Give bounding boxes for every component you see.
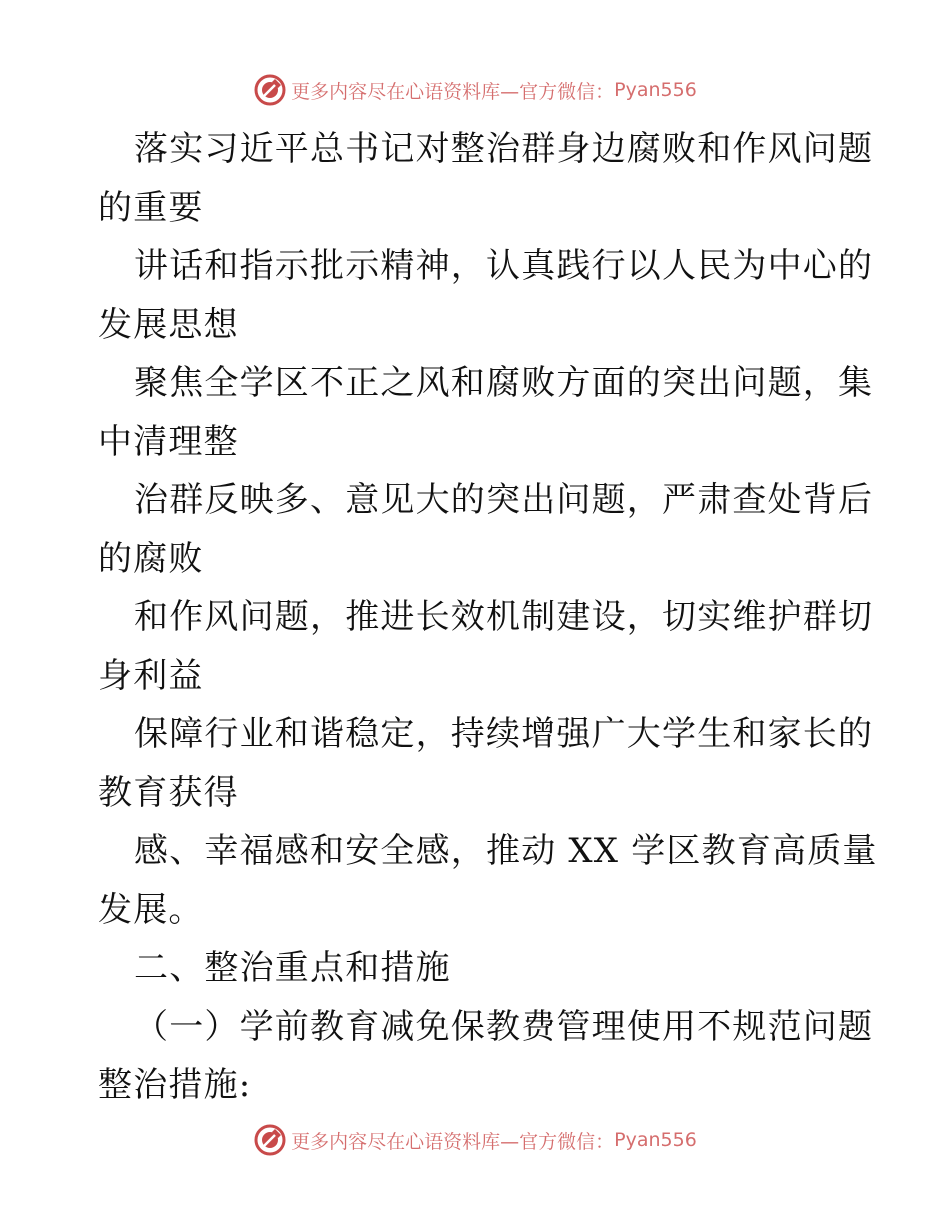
- text-line: 发展思想: [98, 304, 239, 345]
- text-line: 二、整治重点和措施: [134, 948, 451, 988]
- footer-watermark: [0, 1122, 950, 1158]
- header-watermark: [0, 72, 950, 108]
- text-line: 整治措施:: [98, 1065, 252, 1105]
- text-line: 的重要: [98, 187, 204, 228]
- document-body: [98, 120, 878, 1115]
- text-line: 治群反映多、意见大的突出问题，严肃查处背后: [134, 480, 874, 520]
- pen-seal-logo-icon: [253, 73, 287, 107]
- text-line: 教育获得: [98, 772, 239, 813]
- text-line: 的腐败: [98, 538, 204, 579]
- text-line: 聚焦全学区不正之风和腐败方面的突出问题，集: [134, 363, 874, 403]
- text-line: 讲话和指示批示精神，认真践行以人民为中心的: [134, 246, 874, 286]
- text-line: 落实习近平总书记对整治群身边腐败和作风问题: [134, 129, 874, 169]
- text-line: 和作风问题，推进长效机制建设，切实维护群切: [134, 597, 874, 637]
- text-line: （一）学前教育减免保教费管理使用不规范问题: [134, 1006, 874, 1047]
- text-line: 保障行业和谐稳定，持续增强广大学生和家长的: [134, 714, 874, 754]
- watermark-text: 更多内容尽在心语资料库—官方微信：: [291, 80, 615, 103]
- text-line: 感、幸福感和安全感，推动 XX 学区教育高质量: [134, 831, 878, 871]
- text-line: 中清理整: [98, 421, 239, 462]
- watermark-wechat-id: Pyan556: [614, 79, 697, 101]
- pen-seal-logo-icon: [253, 1123, 287, 1157]
- watermark-wechat-id: Pyan556: [614, 1129, 697, 1151]
- text-line: 身利益: [98, 655, 204, 696]
- watermark-text: 更多内容尽在心语资料库—官方微信：: [291, 1130, 615, 1153]
- text-line: 发展。: [98, 889, 204, 930]
